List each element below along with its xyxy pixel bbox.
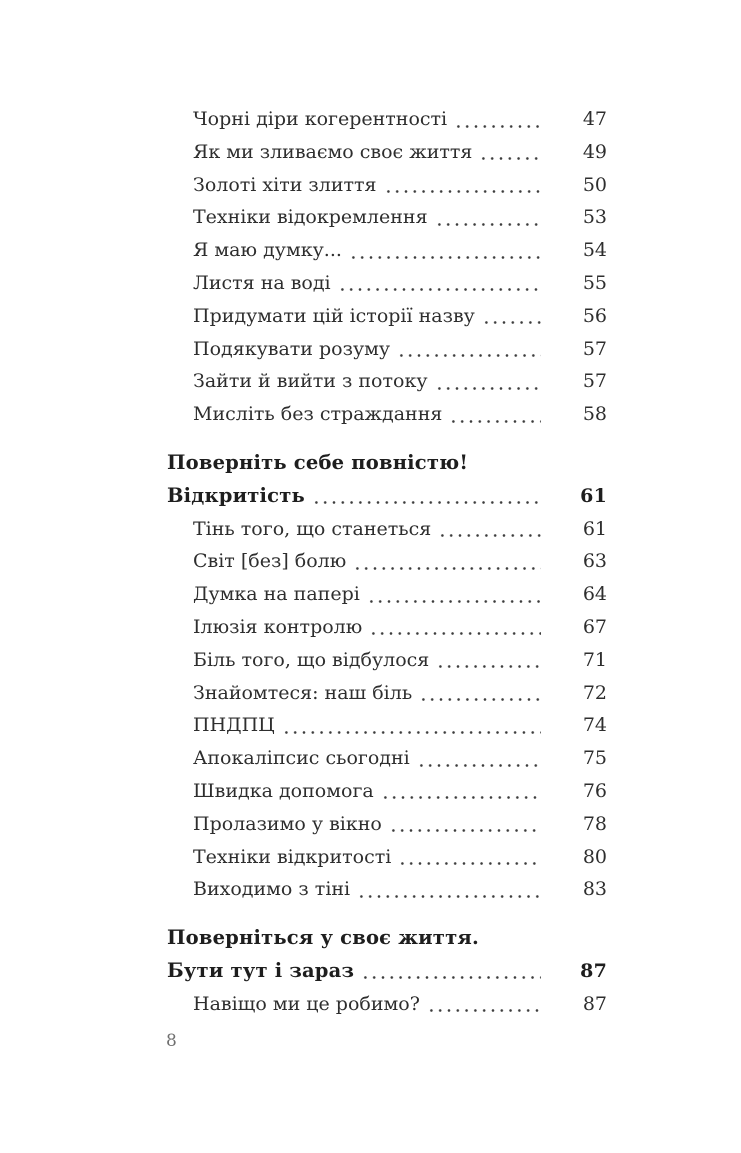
toc-entry-page: 55 (582, 271, 607, 294)
toc-entry-page: 75 (582, 747, 607, 770)
dot-leader (338, 267, 541, 300)
toc-entry-page: 49 (582, 140, 607, 163)
toc-entry-title: Апокаліпсис сьогодні (193, 747, 410, 770)
dot-leader (369, 611, 541, 644)
dot-leader (454, 103, 541, 136)
dot-leader (449, 398, 541, 431)
toc-entry-title: Зайти й вийти з потоку (193, 370, 428, 393)
dot-leader (479, 136, 541, 169)
toc-section (167, 103, 607, 431)
toc-entry-title: Золоті хіти злиття (193, 173, 377, 196)
toc-section-header-line: Поверніть себе повністю! (167, 450, 469, 474)
toc-entry-row (167, 611, 607, 644)
toc-entry-title: ПНДПЦ (193, 714, 275, 737)
toc-entry-page: 54 (582, 239, 607, 262)
toc-entry-title: Листя на воді (193, 271, 331, 294)
dot-leader (384, 169, 541, 202)
toc-entry-page: 53 (582, 206, 607, 229)
dot-leader (367, 578, 541, 611)
dot-leader (357, 873, 541, 906)
toc-entry-row (167, 365, 607, 398)
toc-entry-page: 47 (582, 108, 607, 130)
dot-leader (419, 677, 541, 710)
toc-entry-row (167, 398, 607, 431)
toc-entry-page: 80 (582, 845, 607, 868)
toc-entry-row (167, 578, 607, 611)
toc-entry-row (167, 201, 607, 234)
page-number: 8 (166, 1031, 177, 1051)
table-of-contents (167, 103, 607, 1021)
dot-leader (482, 300, 541, 333)
toc-entry-page: 72 (582, 681, 607, 704)
toc-entry-row (167, 873, 607, 906)
toc-entry-title: Я маю думку... (193, 239, 342, 262)
dot-leader (417, 742, 541, 775)
toc-entry-row (167, 709, 607, 742)
toc-entry-title: Чорні діри когерентності (193, 108, 448, 130)
toc-section-title-row (167, 955, 607, 988)
toc-entry-title: Техніки відокремлення (193, 206, 428, 229)
toc-entry-row (167, 136, 607, 169)
toc-entry-page: 67 (582, 615, 607, 638)
toc-entry-page: 63 (582, 550, 607, 573)
dot-leader (438, 513, 541, 546)
toc-entry-row (167, 234, 607, 267)
toc-entry-page: 57 (582, 337, 607, 360)
toc-entry-page: 83 (582, 878, 607, 901)
toc-entry-page: 64 (582, 583, 607, 606)
toc-entry-title: Виходимо з тіні (193, 878, 351, 901)
toc-entry-title: Світ [без] болю (193, 550, 347, 573)
toc-entry-row (167, 169, 607, 202)
toc-section-header-line: Поверніться у своє життя. (167, 926, 479, 950)
toc-section (167, 447, 607, 906)
toc-entry-page: 74 (582, 714, 607, 737)
toc-entry-page: 56 (582, 304, 607, 327)
toc-entry-title: Знайомтеся: наш біль (193, 681, 413, 704)
toc-entry-page: 87 (580, 959, 607, 982)
dot-leader (349, 234, 541, 267)
toc-entry-page: 87 (582, 992, 607, 1015)
toc-entry-title: Думка на папері (193, 583, 360, 606)
toc-entry-row (167, 267, 607, 300)
toc-entry-title: Як ми зливаємо своє життя (193, 140, 473, 163)
toc-entry-title: Відкритість (167, 483, 305, 507)
dot-leader (435, 365, 542, 398)
toc-entry-page: 58 (582, 403, 607, 426)
toc-entry-row (167, 300, 607, 333)
dot-leader (397, 333, 541, 366)
toc-entry-title: Швидка допомога (193, 779, 374, 802)
toc-section-title-row (167, 480, 607, 513)
toc-entry-row (167, 775, 607, 808)
toc-entry-row (167, 545, 607, 578)
toc-entry-page: 61 (580, 484, 607, 507)
toc-entry-row (167, 742, 607, 775)
toc-entry-row (167, 988, 607, 1021)
toc-entry-title: Пролазимо у вікно (193, 812, 382, 835)
toc-entry-row (167, 333, 607, 366)
dot-leader (389, 808, 541, 841)
toc-entry-page: 50 (582, 173, 607, 196)
toc-entry-page: 76 (582, 779, 607, 802)
toc-entry-row (167, 841, 607, 874)
dot-leader (435, 201, 541, 234)
dot-leader (312, 480, 541, 513)
toc-entry-row (167, 644, 607, 677)
dot-leader (282, 709, 541, 742)
toc-entry-title: Мисліть без страждання (193, 403, 443, 426)
toc-entry-row (167, 103, 607, 136)
toc-entry-page: 78 (582, 812, 607, 835)
dot-leader (361, 955, 541, 988)
toc-section (167, 922, 607, 1020)
toc-entry-title: Придумати цій історії назву (193, 304, 475, 327)
toc-entry-title: Техніки відкритості (193, 845, 392, 868)
toc-entry-page: 71 (582, 648, 607, 671)
toc-entry-row (167, 808, 607, 841)
dot-leader (427, 988, 541, 1021)
toc-entry-row (167, 513, 607, 546)
toc-entry-title: Біль того, що відбулося (193, 648, 430, 671)
toc-entry-row (167, 677, 607, 710)
toc-entry-title: Подякувати розуму (193, 337, 391, 360)
dot-leader (398, 841, 541, 874)
toc-entry-title: Ілюзія контролю (193, 615, 363, 638)
dot-leader (381, 775, 541, 808)
dot-leader (436, 644, 541, 677)
toc-entry-title: Бути тут і зараз (167, 958, 355, 982)
toc-entry-page: 57 (582, 370, 607, 393)
toc-entry-page: 61 (582, 517, 607, 540)
toc-entry-title: Навіщо ми це робимо? (193, 992, 420, 1015)
dot-leader (353, 545, 541, 578)
toc-entry-title: Тінь того, що станеться (193, 517, 432, 540)
